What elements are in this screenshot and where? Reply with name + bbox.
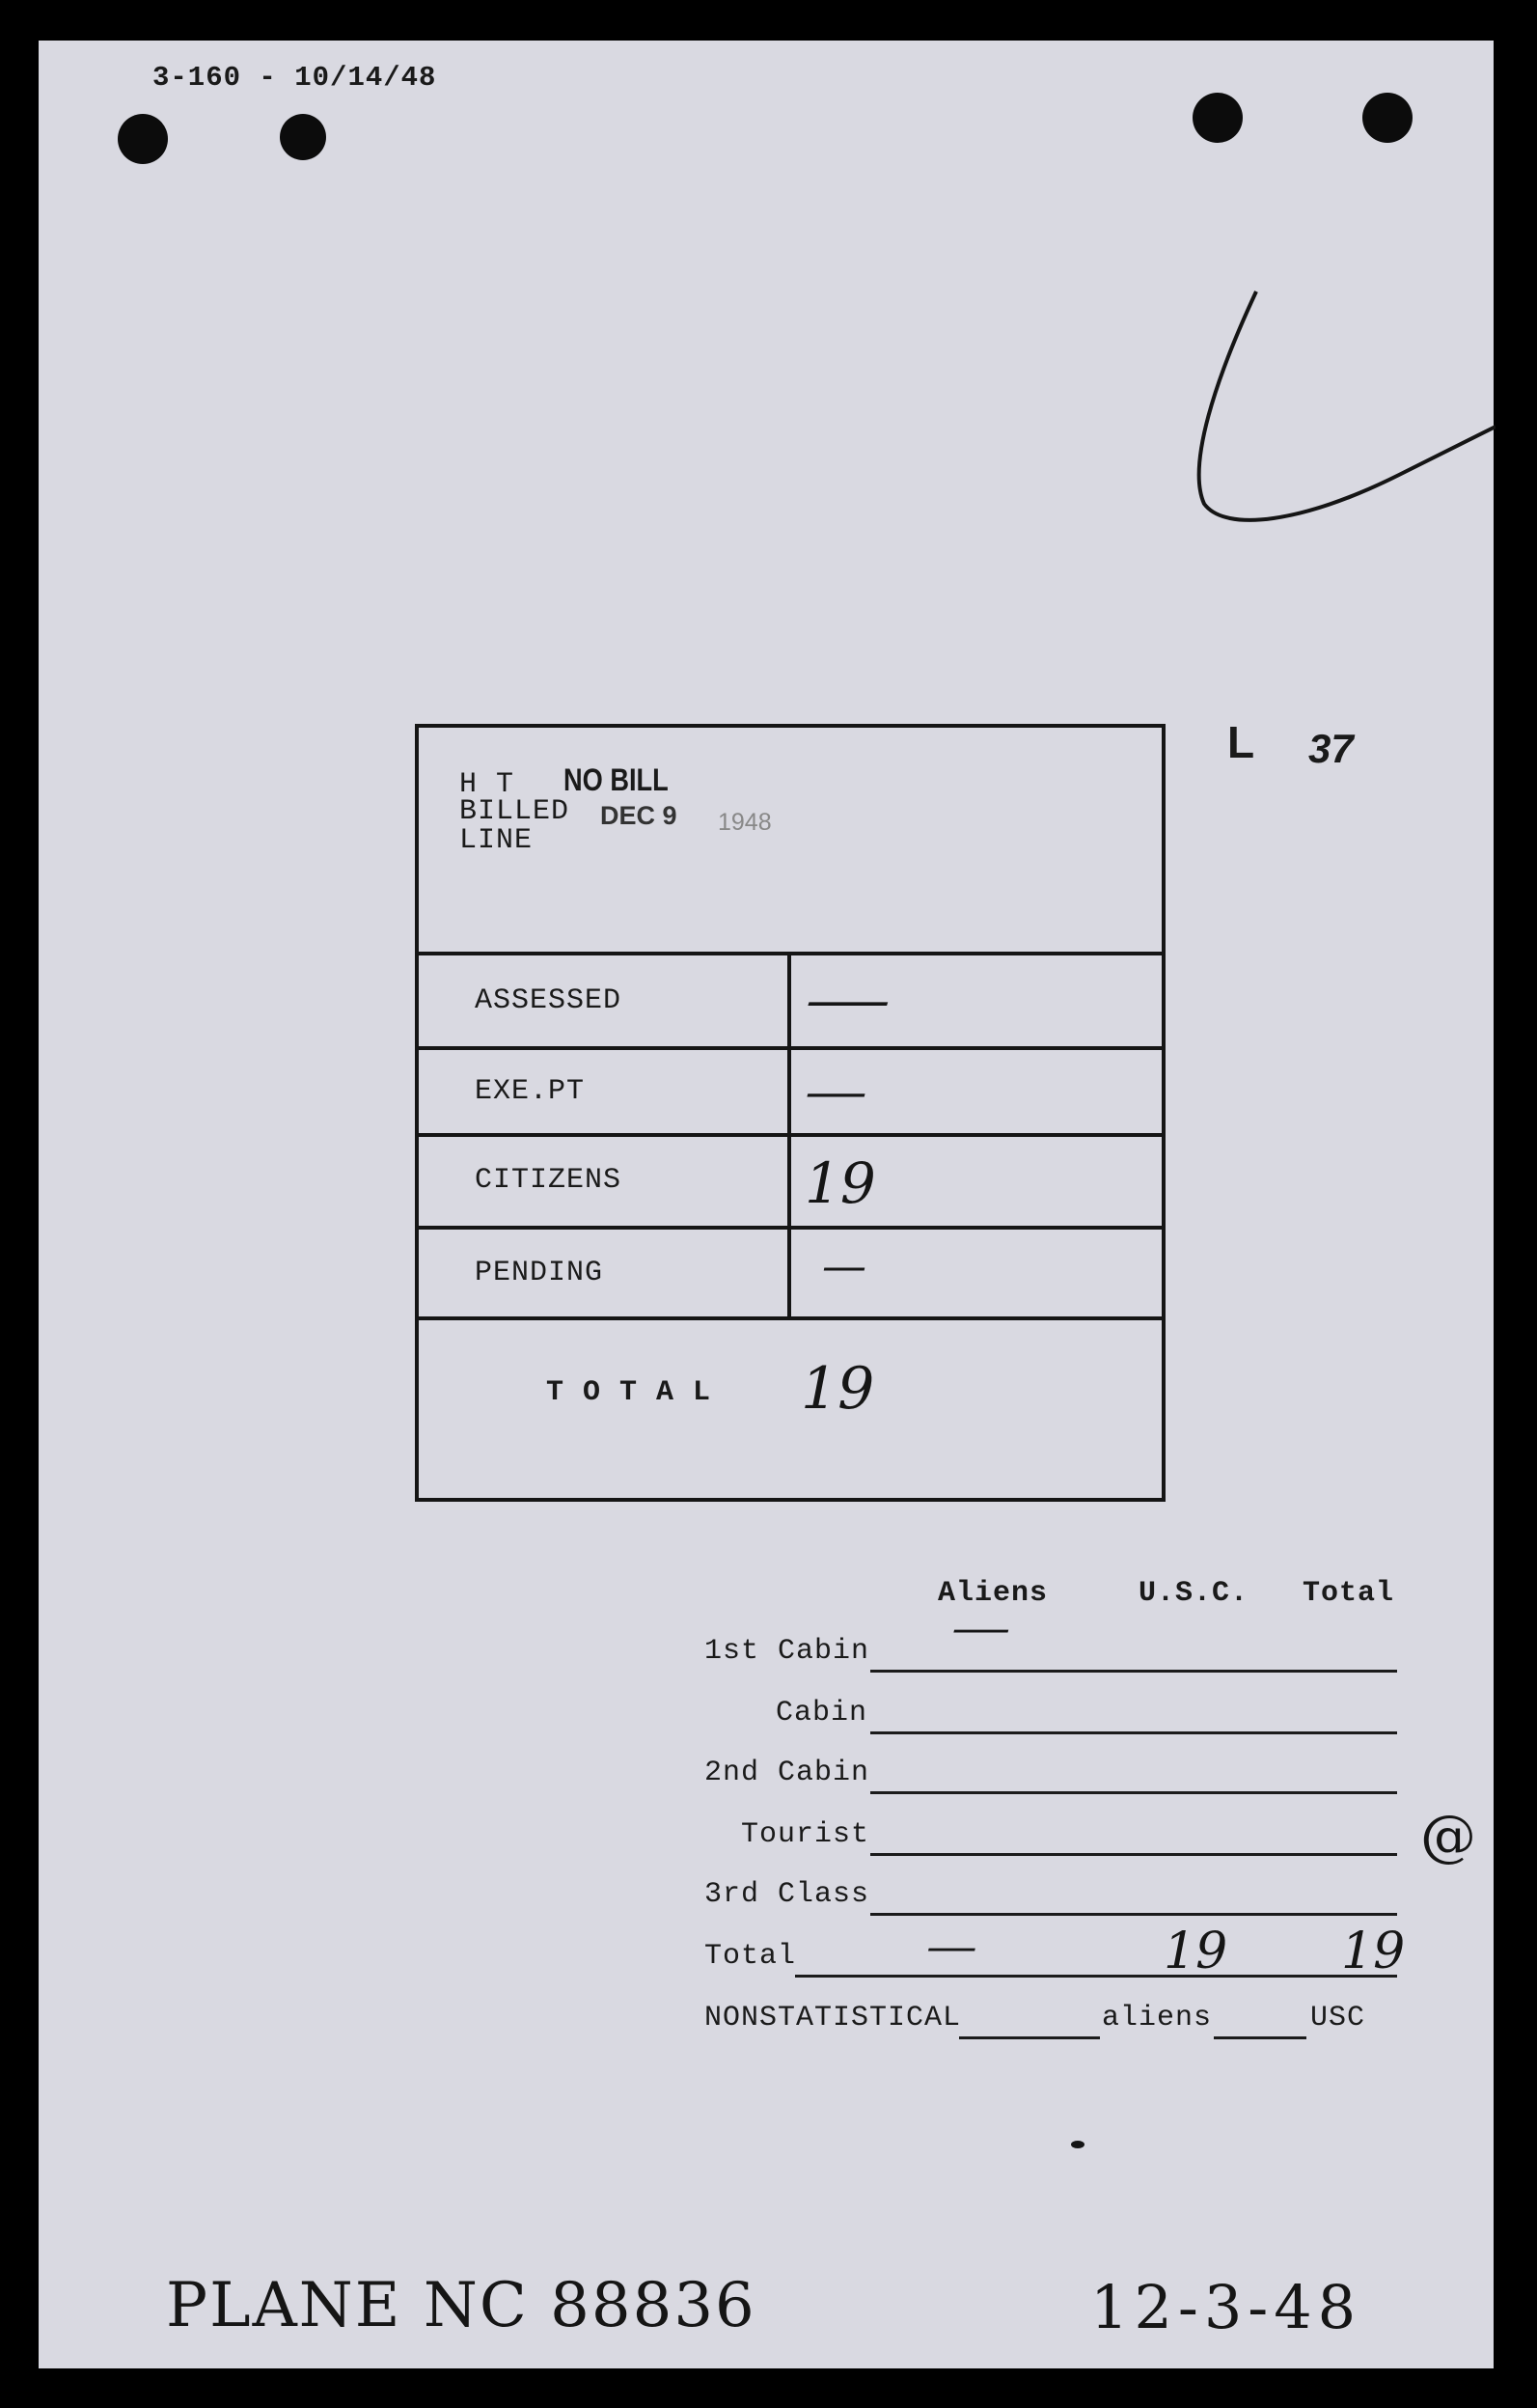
- stamp-year: 1948: [718, 809, 772, 836]
- form-number: 3-160: [152, 62, 242, 94]
- tally-1st-cabin-aliens: —: [951, 1604, 1011, 1653]
- header-usc: U.S.C.: [1139, 1577, 1249, 1610]
- stamp-line: LINE: [459, 824, 534, 857]
- form-header: 3-160 - 10/14/48: [152, 62, 437, 94]
- punch-hole: [280, 114, 326, 160]
- document-page: [39, 41, 1494, 2368]
- tally-total-aliens: —: [926, 1923, 977, 1972]
- header-total: Total: [1303, 1577, 1395, 1610]
- annotation-letter: L: [1227, 717, 1255, 767]
- punch-hole: [1193, 93, 1243, 143]
- tally-label-tourist: Tourist: [741, 1818, 870, 1851]
- tally-label-1st-cabin: 1st Cabin: [704, 1635, 870, 1668]
- tally-label-total: Total: [704, 1940, 797, 1973]
- margin-mark: @: [1420, 1803, 1476, 1868]
- row-pending-value: —: [822, 1239, 866, 1291]
- ink-dot: [1071, 2141, 1084, 2148]
- row-citizens-value: 19: [805, 1150, 876, 1216]
- tally-label-cabin: Cabin: [776, 1697, 868, 1730]
- row-citizens-label: CITIZENS: [475, 1164, 622, 1197]
- total-label: T O T A L: [546, 1376, 712, 1409]
- row-assessed-label: ASSESSED: [475, 984, 622, 1017]
- stamp-date: DEC 9: [600, 801, 677, 830]
- tally-label-3rd-class: 3rd Class: [704, 1878, 870, 1911]
- footer-date: 12-3-48: [1090, 2272, 1362, 2342]
- total-value: 19: [801, 1355, 875, 1423]
- stamp-billed: BILLED: [459, 795, 570, 828]
- row-pending-label: PENDING: [475, 1257, 604, 1289]
- row-assessed-value: —: [805, 969, 892, 1032]
- tally-total-usc: 19: [1164, 1923, 1228, 1980]
- nonstat-usc-label: USC: [1310, 2002, 1366, 2034]
- punch-hole: [1362, 93, 1413, 143]
- stamp-no-bill: NO BILL: [563, 762, 669, 797]
- header-aliens: Aliens: [938, 1577, 1049, 1610]
- row-exempt-value: —: [805, 1064, 867, 1120]
- tally-total-total: 19: [1341, 1923, 1406, 1980]
- tally-label-2nd-cabin: 2nd Cabin: [704, 1757, 870, 1789]
- punch-hole: [118, 114, 168, 164]
- nonstat-label: NONSTATISTICAL: [704, 2002, 962, 2034]
- assessment-box: [415, 724, 1166, 1502]
- nonstat-aliens-label: aliens: [1102, 2002, 1213, 2034]
- form-date: 10/14/48: [294, 62, 437, 94]
- handwritten-curve-mark: [1148, 243, 1496, 591]
- stamp-ht: H T: [459, 768, 515, 801]
- plane-number: PLANE NC 88836: [166, 2270, 756, 2341]
- row-exempt-label: EXE.PT: [475, 1075, 586, 1108]
- annotation-number: 37: [1308, 726, 1354, 771]
